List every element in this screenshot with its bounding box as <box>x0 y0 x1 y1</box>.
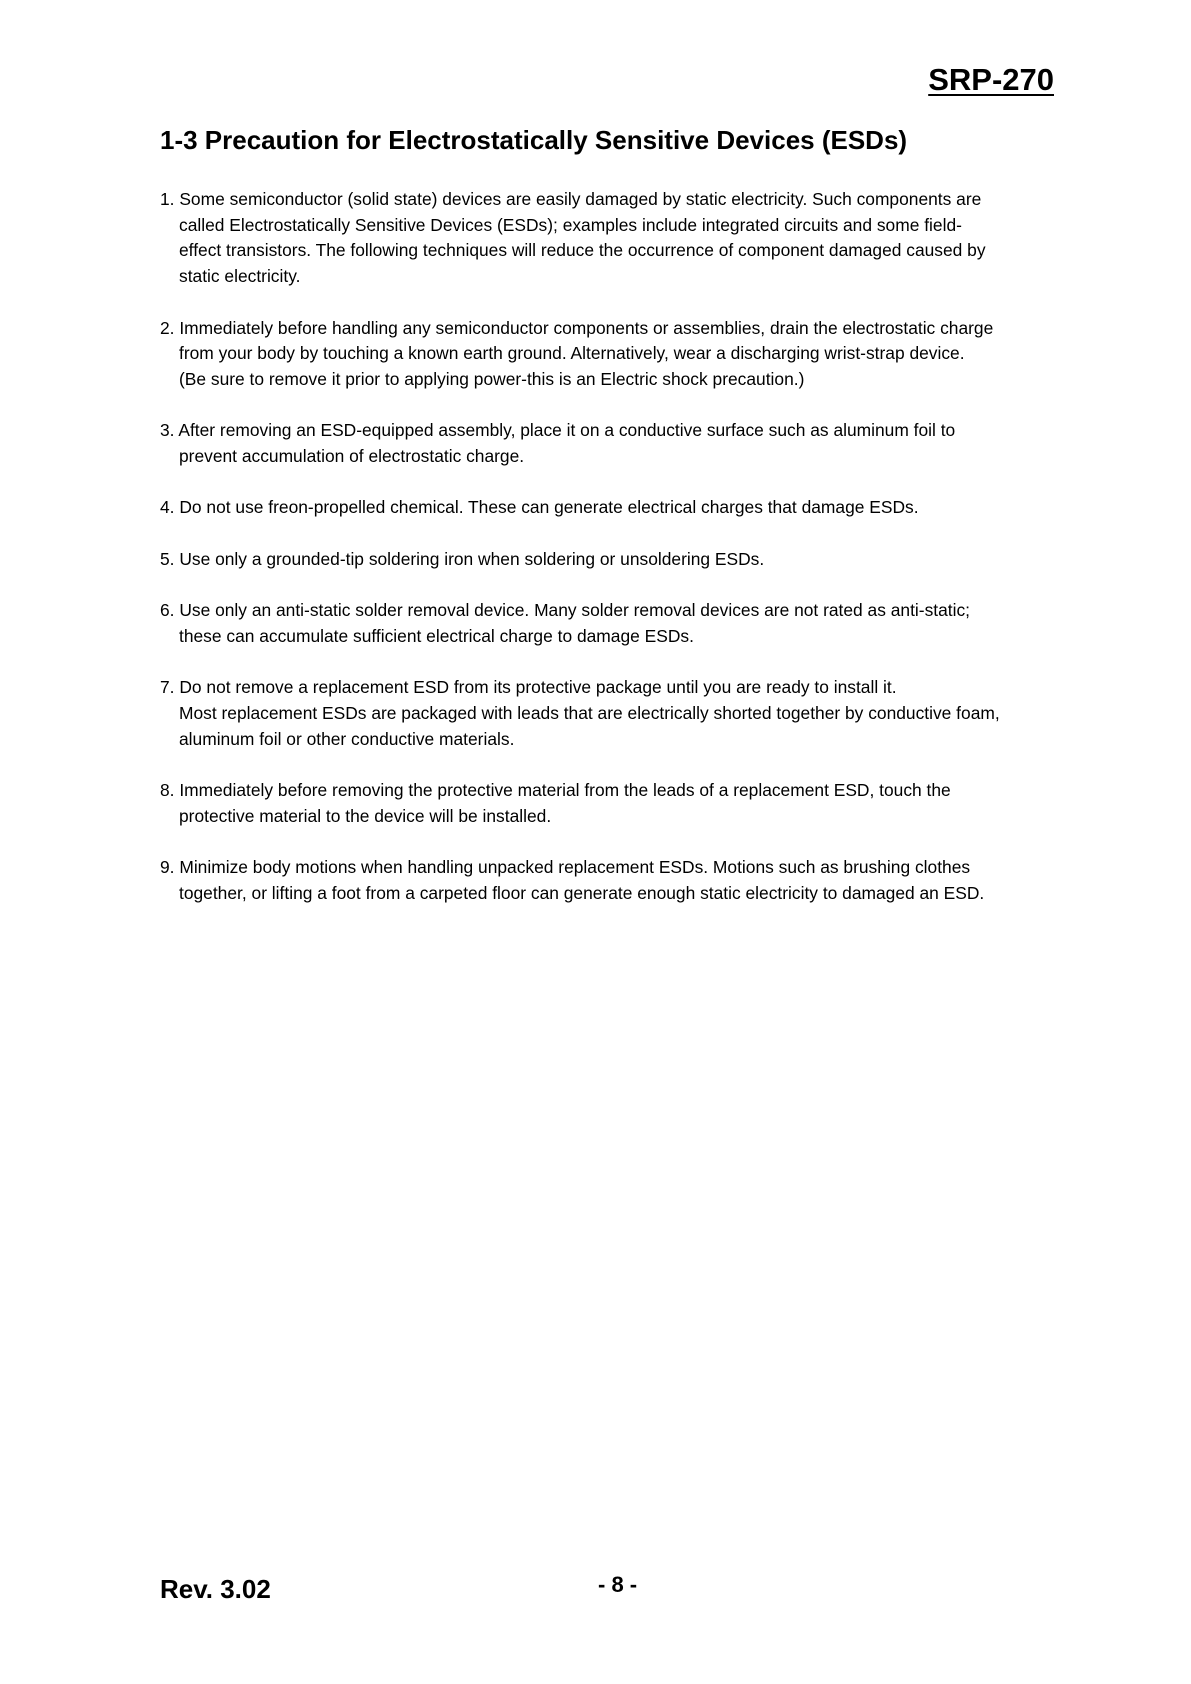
revision-label: Rev. 3.02 <box>160 1574 271 1604</box>
list-item-line: effect transistors. The following techniques will reduce the occurrence of component damaged caused by <box>179 240 986 261</box>
list-item-line: 7. Do not remove a replacement ESD from its protective package until you are ready to install it. <box>160 677 897 698</box>
list-item <box>160 316 1080 393</box>
precaution-list <box>160 187 1080 932</box>
list-item-line: 5. Use only a grounded-tip soldering iron when soldering or unsoldering ESDs. <box>160 548 765 569</box>
list-item-line: 2. Immediately before handling any semiconductor components or assemblies, drain the electrostatic charge <box>160 317 994 338</box>
list-item-line: these can accumulate sufficient electrical charge to damage ESDs. <box>179 625 694 646</box>
list-item <box>160 495 1080 521</box>
page-number: - 8 - <box>598 1572 638 1597</box>
list-item-line: together, or lifting a foot from a carpeted floor can generate enough static electricity to damaged an ESD. <box>179 882 985 903</box>
list-item-line: 8. Immediately before removing the protective material from the leads of a replacement ESD, touch the <box>160 780 951 801</box>
list-item <box>160 598 1080 649</box>
list-item <box>160 187 1080 290</box>
list-item <box>160 675 1080 752</box>
list-item <box>160 778 1080 829</box>
list-item-line: called Electrostatically Sensitive Devices (ESDs); examples include integrated circuits and some field- <box>179 214 962 235</box>
list-item-line: 3. After removing an ESD-equipped assembly, place it on a conductive surface such as aluminum foil to <box>160 420 956 441</box>
list-item-line: 4. Do not use freon-propelled chemical. These can generate electrical charges that damage ESDs. <box>160 497 919 518</box>
list-item-line: aluminum foil or other conductive materials. <box>179 728 515 749</box>
list-item-line: prevent accumulation of electrostatic charge. <box>179 446 525 466</box>
list-item-line: protective material to the device will be installed. <box>179 805 552 826</box>
list-item-line: (Be sure to remove it prior to applying power-this is an Electric shock precaution.) <box>179 368 805 389</box>
list-item-line: static electricity. <box>179 266 301 287</box>
list-item <box>160 855 1080 906</box>
list-item-line: 6. Use only an anti-static solder removal device. Many solder removal devices are not rated as anti-static; <box>160 600 970 621</box>
document-model-header: SRP-270 <box>928 62 1054 97</box>
list-item <box>160 547 1080 573</box>
list-item-line: Most replacement ESDs are packaged with leads that are electrically shorted together by conductive foam, <box>179 702 1000 723</box>
section-title: 1-3 Precaution for Electrostatically Sensitive Devices (ESDs) <box>160 125 908 155</box>
list-item <box>160 418 1080 469</box>
list-item-line: 1. Some semiconductor (solid state) devices are easily damaged by static electricity. Such components are <box>160 189 982 209</box>
list-item-line: 9. Minimize body motions when handling unpacked replacement ESDs. Motions such as brushing clothes <box>160 857 971 878</box>
list-item-line: from your body by touching a known earth ground. Alternatively, wear a discharging wrist-strap device. <box>179 343 965 364</box>
